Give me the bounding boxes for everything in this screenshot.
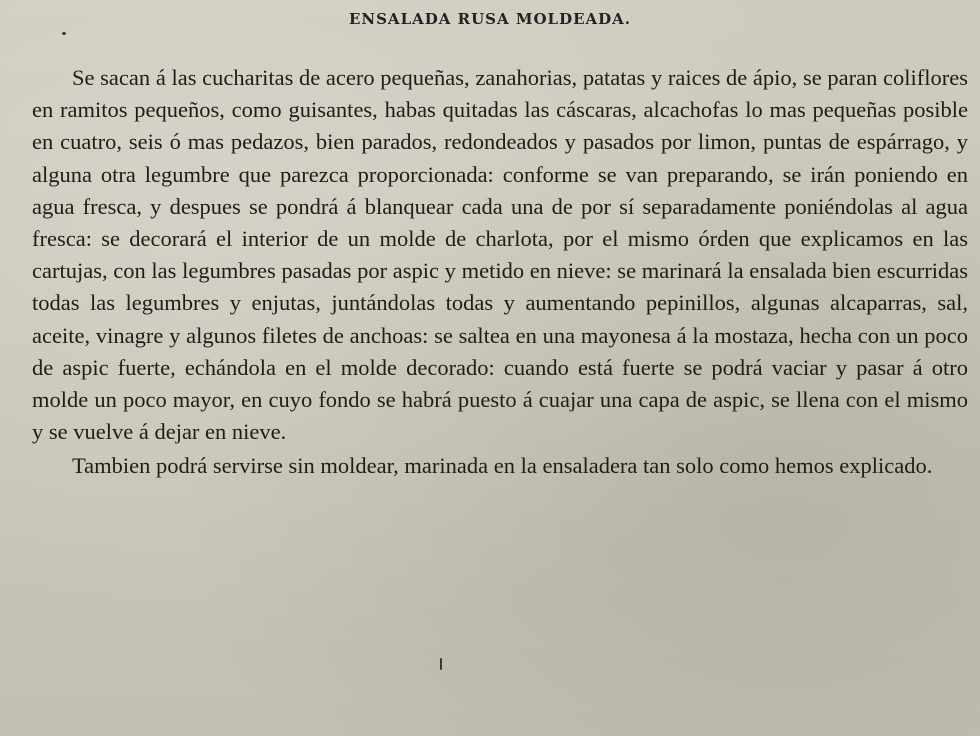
ink-speck xyxy=(62,32,66,35)
show-through-text xyxy=(0,510,980,670)
ink-speck xyxy=(440,658,442,670)
paragraph: Se sacan á las cucharitas de acero pequeñas, zanahorias, patatas y raices de ápio, se paran coliflores en ramitos pequeños, como guisantes, habas quitadas las cáscaras, alcachofas lo mas pequeñas posible en cuatro, seis ó mas pedazos, bien parados, redondeados y pasados por limon, puntas de espárrago, y alguna otra legumbre que parezca proporcionada: conforme se van preparando, se irán poniendo en agua fresca, y despues se pondrá á blanquear cada una de por sí separadamente poniéndolas al agua fresca: se decorará el interior de un molde de charlota, por el mismo órden que explicamos en las cartujas, con las legumbres pasadas por aspic y metido en nieve: se marinará la ensalada bien escurridas todas las legumbres y enjutas, juntándolas todas y aumentando pepinillos, algunas alcaparras, sal, aceite, vinagre y algunos filetes de anchoas: se saltea en una mayonesa á la mostaza, hecha con un poco de aspic fuerte, echándola en el molde decorado: cuando está fuerte se podrá vaciar y pasar á otro molde un poco mayor, en cuyo fondo se habrá puesto á cuajar una capa de aspic, se llena con el mismo y se vuelve á dejar en nieve. xyxy=(32,65,968,445)
recipe-body xyxy=(32,62,968,483)
page-title: ENSALADA RUSA MOLDEADA. xyxy=(348,10,632,28)
paragraph: Tambien podrá servirse sin moldear, marinada en la ensaladera tan solo como hemos explicado. xyxy=(72,453,933,479)
